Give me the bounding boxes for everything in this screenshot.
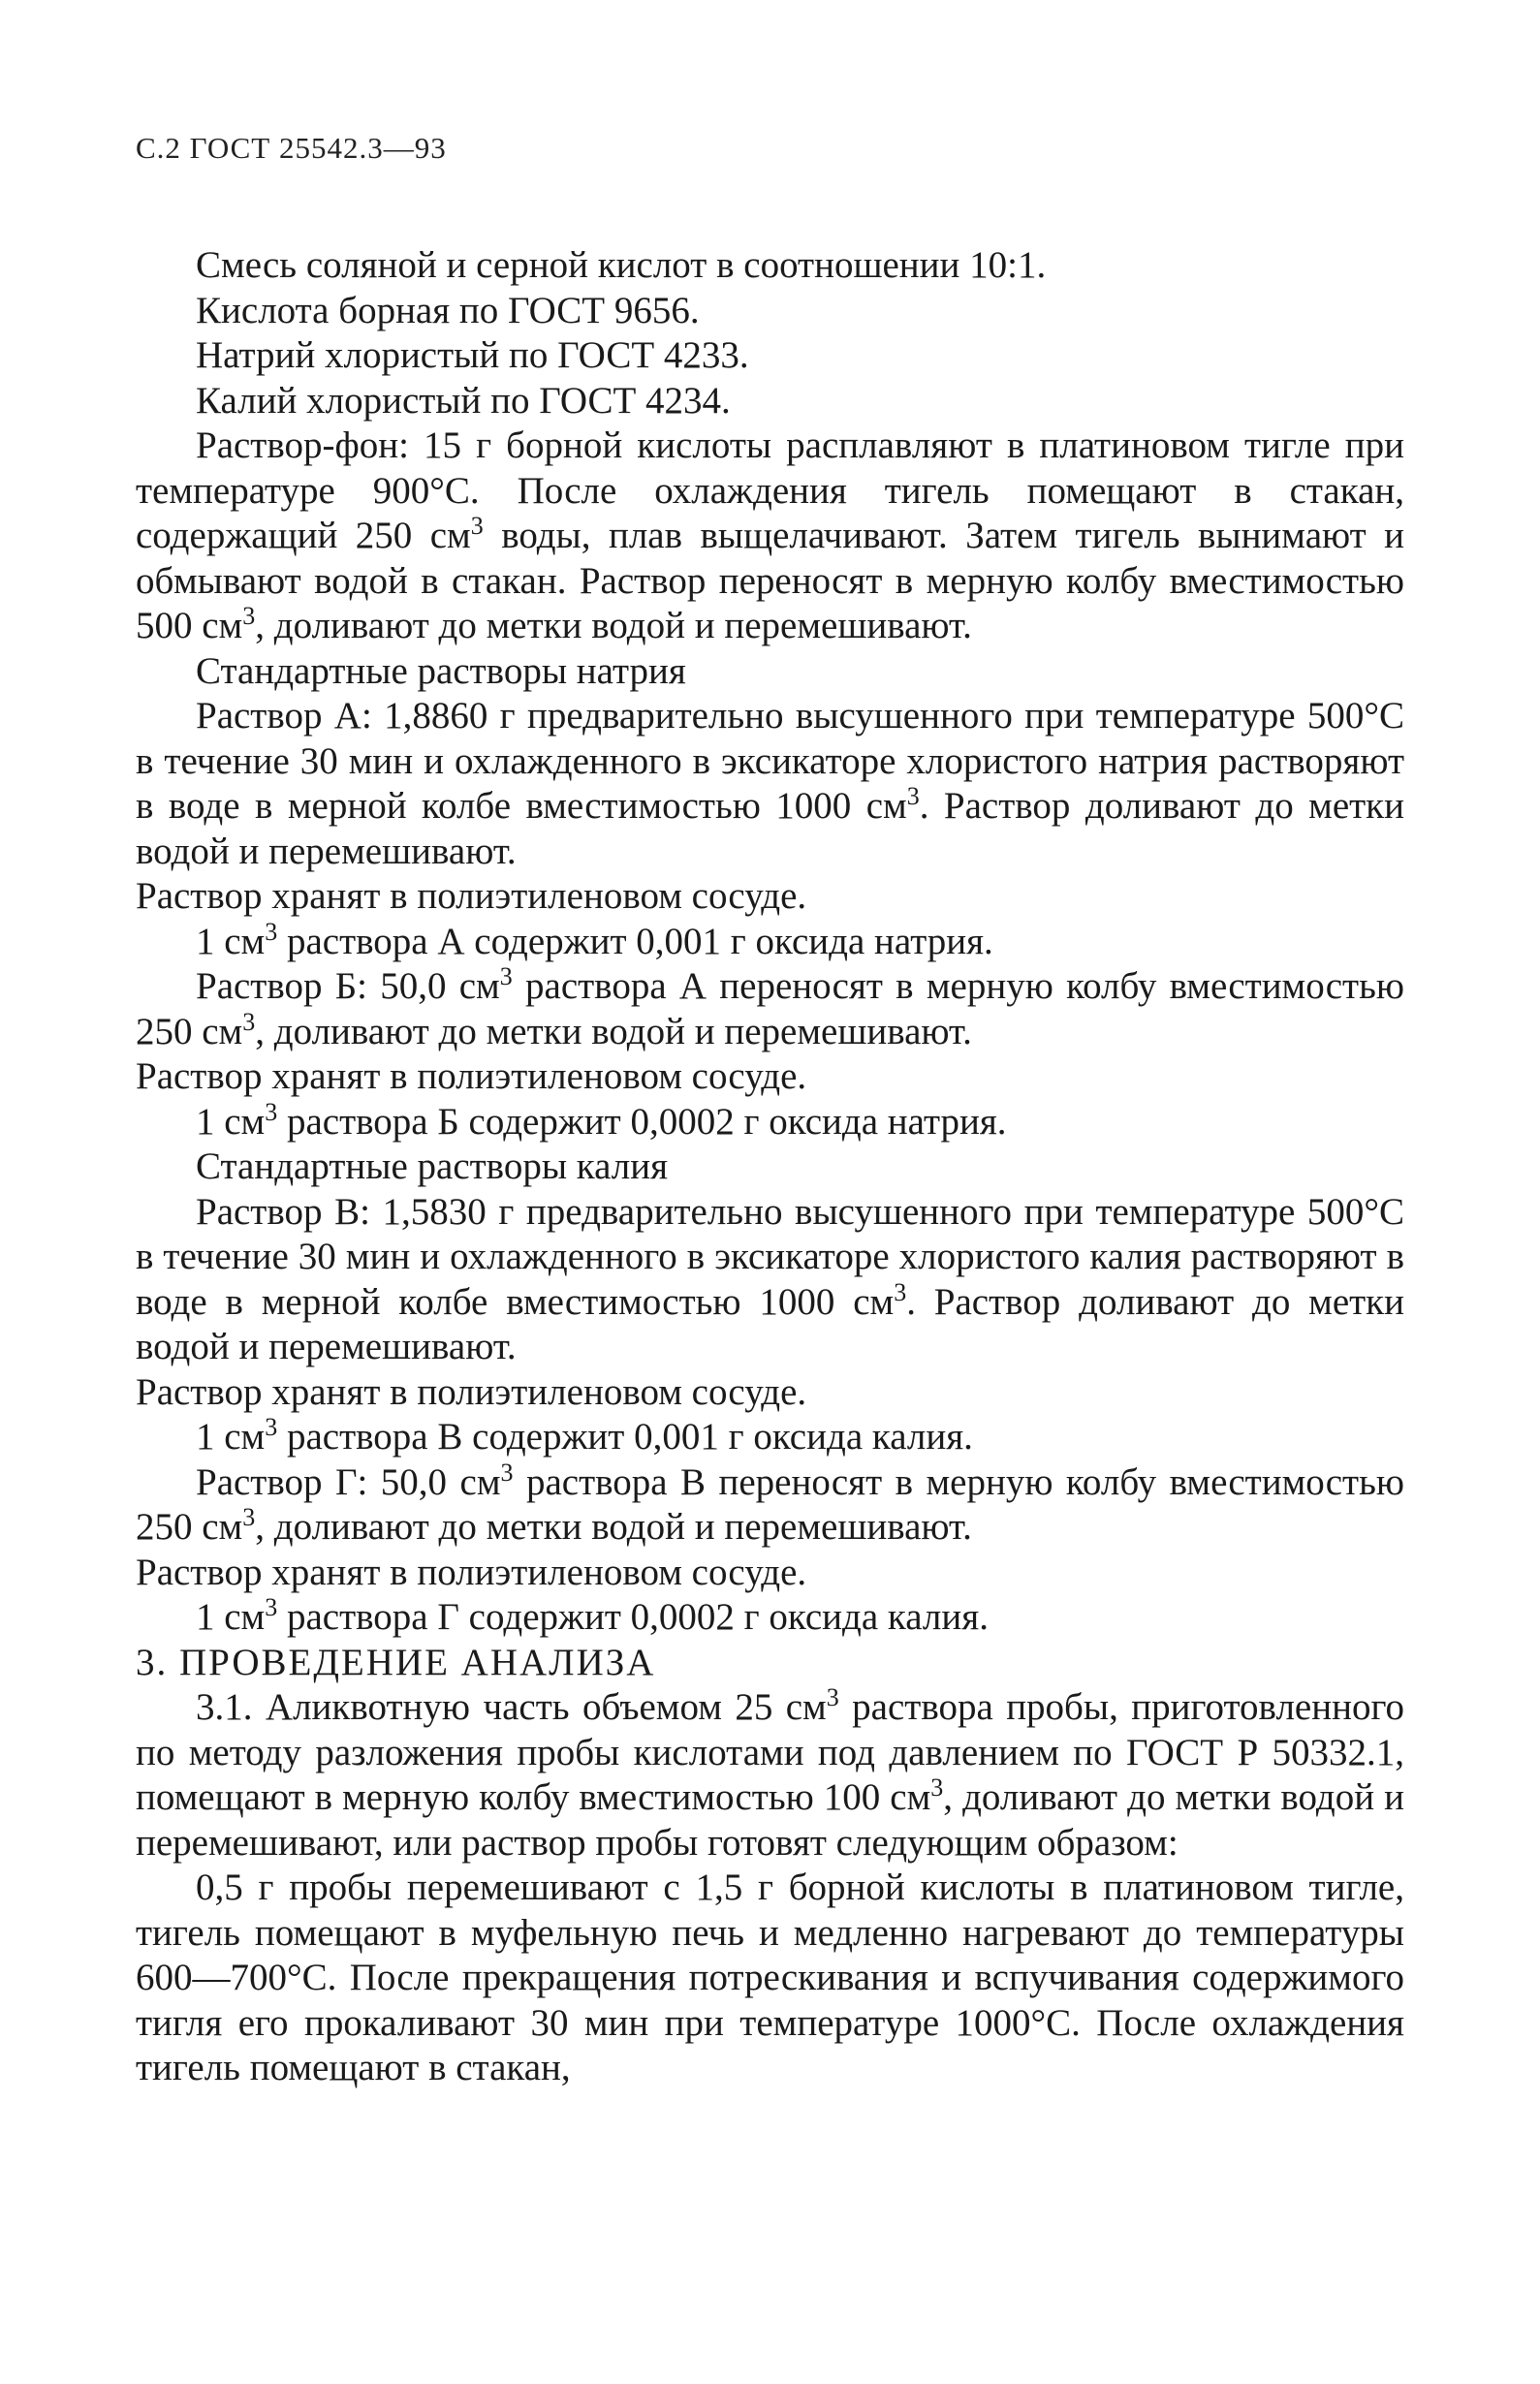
page-header: С.2 ГОСТ 25542.3—93 (136, 131, 447, 165)
paragraph: Раствор Г: 50,0 $см^3$ раствора В переносят в мерную колбу вместимостью 250 $см^3$, доливают до метки водой и перемешивают. (136, 1458, 1404, 1548)
paragraph: Натрий хлористый по ГОСТ 4233. (196, 334, 749, 376)
paragraph: Смесь соляной и серной кислот в соотношении 10:1. (196, 244, 1047, 286)
subheading: Стандартные растворы калия (196, 1145, 669, 1187)
paragraph: 3.1. Аликвотную часть объемом 25 $см^3$ раствора пробы, приготовленного по методу разложения пробы кислотами под давлением по ГОСТ Р 50332.1, помещают в мерную колбу вместимостью 100 $см^3$, доливают до метки водой и перемешивают, или раствор пробы готовят следующим образом: (136, 1683, 1404, 1864)
paragraph: Кислота борная по ГОСТ 9656. (196, 289, 700, 331)
section-title: 3. ПРОВЕДЕНИЕ АНАЛИЗА (136, 1641, 656, 1683)
paragraph: Раствор В: 1,5830 г предварительно высушенного при температуре 500°С в течение 30 мин и охлажденного в эксикаторе хлористого калия растворяют в воде в мерной колбе вместимостью 1000 $см^3$. Раствор доливают до метки водой и перемешивают. (136, 1190, 1404, 1367)
paragraph: Раствор хранят в полиэтиленовом сосуде. (136, 1551, 807, 1593)
paragraph: 1 $см^3$ раствора В содержит 0,001 г оксида калия. (196, 1413, 973, 1458)
paragraph: 1 $см^3$ раствора А содержит 0,001 г оксида натрия. (196, 917, 993, 962)
paragraph: Раствор Б: 50,0 $см^3$ раствора А переносят в мерную колбу вместимостью 250 $см^3$, доливают до метки водой и перемешивают. (136, 962, 1404, 1052)
subheading: Стандартные растворы натрия (196, 649, 686, 692)
paragraph: Раствор А: 1,8860 г предварительно высушенного при температуре 500°С в течение 30 мин и охлажденного в эксикаторе хлористого натрия растворяют в воде в мерной колбе вместимостью 1000 $см^3$. Раствор доливают до метки водой и перемешивают. (136, 695, 1404, 872)
paragraph: 1 $см^3$ раствора Б содержит 0,0002 г оксида натрия. (196, 1097, 1007, 1143)
paragraph: Раствор-фон: 15 г борной кислоты расплавляют в платиновом тигле при температуре 900°С. После охлаждения тигель помещают в стакан, содержащий 250 $см^3$ воды, плав выщелачивают. Затем тигель вынимают и обмывают водой в стакан. Раствор переносят в мерную колбу вместимостью 500 $см^3$, доливают до метки водой и перемешивают. (136, 424, 1405, 646)
paragraph: Раствор хранят в полиэтиленовом сосуде. (136, 1055, 807, 1097)
document-body (136, 243, 1404, 2091)
paragraph: 1 $см^3$ раствора Г содержит 0,0002 г оксида калия. (196, 1593, 989, 1638)
paragraph: Раствор хранят в полиэтиленовом сосуде. (136, 1370, 807, 1413)
paragraph: Калий хлористый по ГОСТ 4234. (196, 379, 731, 422)
paragraph: Раствор хранят в полиэтиленовом сосуде. (136, 875, 807, 917)
paragraph: 0,5 г пробы перемешивают с 1,5 г борной кислоты в платиновом тигле, тигель помещают в муфельную печь и медленно нагревают до температуры 600—700°С. После прекращения потрескивания и вспучивания содержимого тигля его прокаливают 30 мин при температуре 1000°С. После охлаждения тигель помещают в стакан, (136, 1866, 1404, 2088)
